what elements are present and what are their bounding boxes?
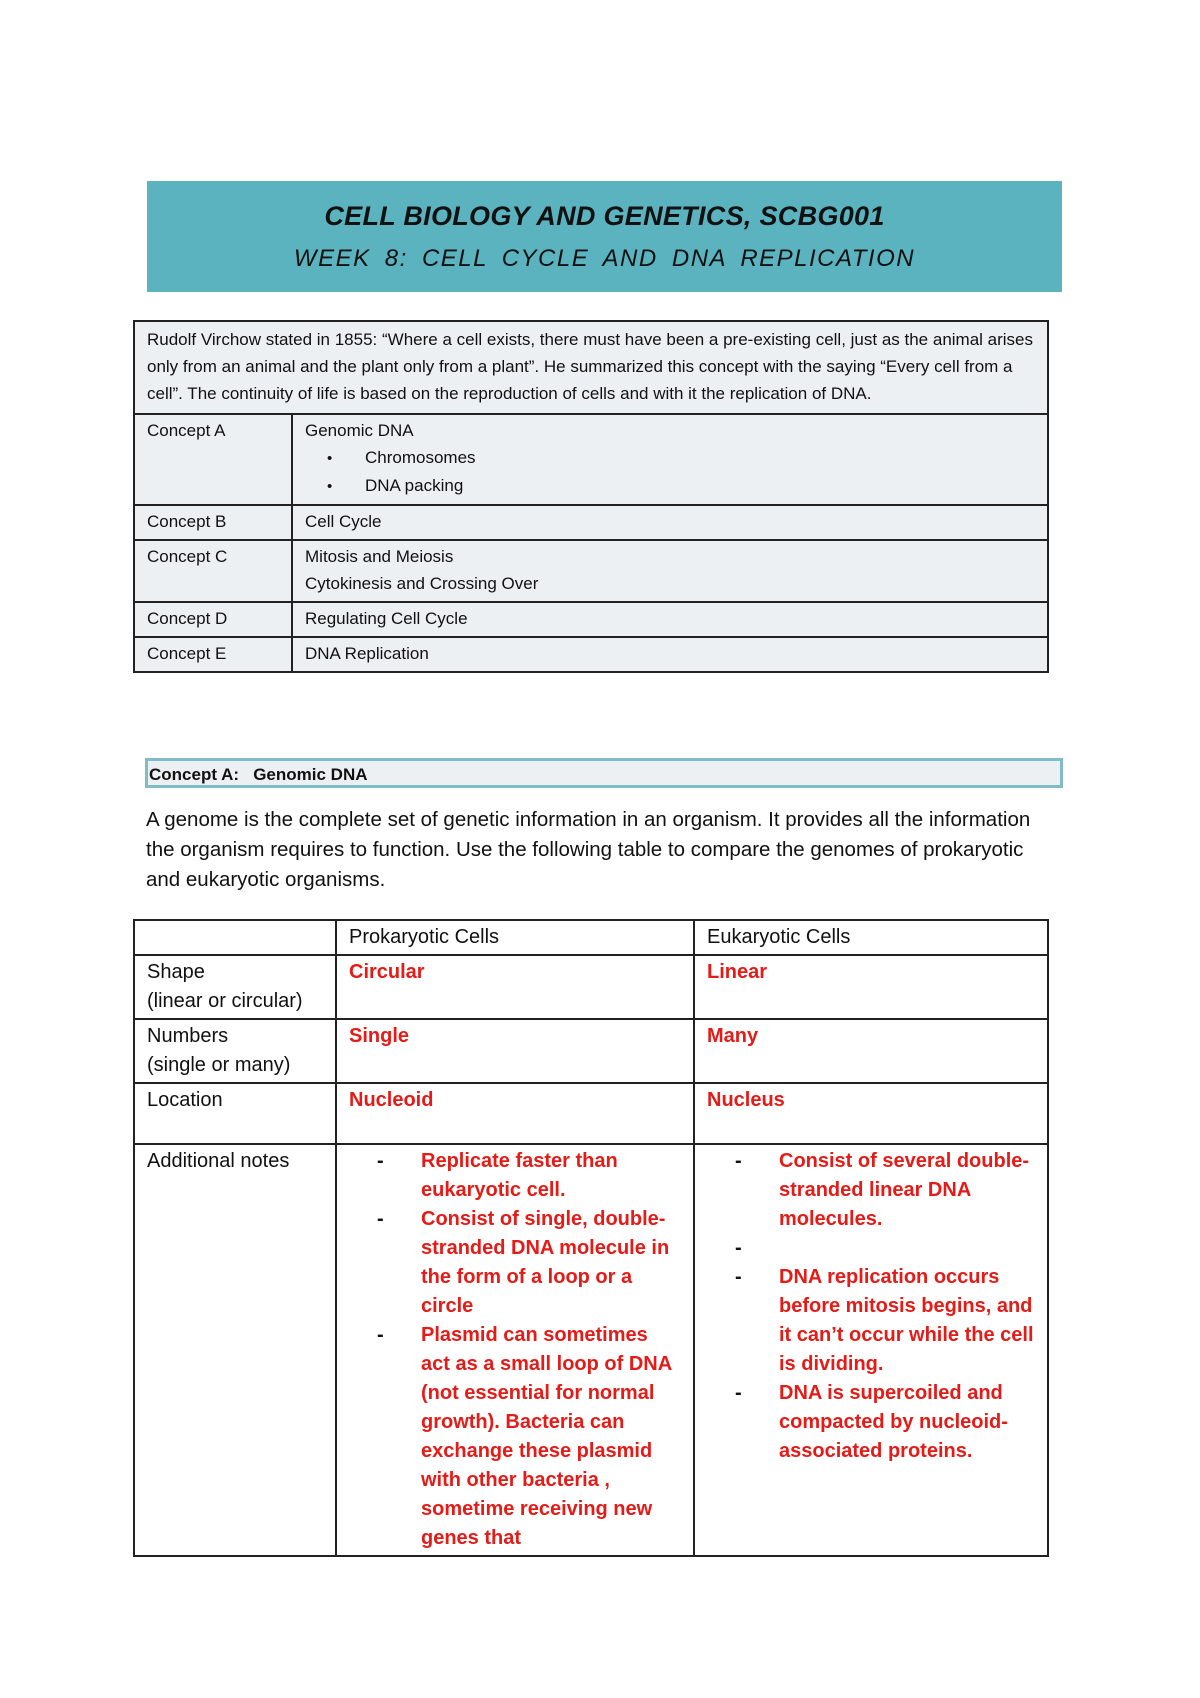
concept-row: [134, 505, 1048, 540]
note-item: - DNA is supercoiled and compacted by nucleoid-associated proteins.: [707, 1379, 1035, 1466]
concept-title-cell: [292, 414, 1048, 505]
concept-title: Regulating Cell Cycle: [292, 602, 1048, 637]
concept-label: Concept D: [134, 602, 292, 637]
concept-a-title: Genomic DNA: [253, 765, 368, 784]
note-item: - Plasmid can sometimes act as a small loop of DNA (not essential for normal growth). Bacteria can exchange these plasmid with other bacteria , sometime receiving new genes that: [349, 1321, 681, 1553]
note-item: - Replicate faster than eukaryotic cell.: [349, 1147, 681, 1205]
eukaryotic-header: Eukaryotic Cells: [694, 920, 1048, 955]
document-subtitle: WEEK 8: CELL CYCLE AND DNA REPLICATION: [293, 245, 916, 272]
concept-label: Concept B: [134, 505, 292, 540]
empty-header-cell: [134, 920, 336, 955]
prokaryotic-answer: Single: [336, 1019, 694, 1083]
eukaryotic-notes: [707, 1147, 1035, 1466]
concept-title-line2: Cytokinesis and Crossing Over: [305, 574, 539, 593]
eukaryotic-answer: Linear: [694, 955, 1048, 1019]
eukaryotic-answer: Many: [694, 1019, 1048, 1083]
table-row-notes: [134, 1144, 1048, 1556]
note-item: - Consist of several double-stranded linear DNA molecules.: [707, 1147, 1035, 1234]
concept-bullets: [305, 444, 1035, 500]
row-label: Additional notes: [134, 1144, 336, 1556]
concept-title: Genomic DNA: [305, 421, 414, 440]
row-label: Location: [134, 1083, 336, 1144]
eukaryotic-notes-cell: [694, 1144, 1048, 1556]
table-row: [134, 1083, 1048, 1144]
row-label-cell: [134, 1019, 336, 1083]
concept-title: Cell Cycle: [292, 505, 1048, 540]
concept-row: [134, 637, 1048, 672]
concept-a-header: [145, 758, 1063, 788]
bullet-item: • Chromosomes: [365, 444, 1035, 472]
concept-row: [134, 414, 1048, 505]
document-title: CELL BIOLOGY AND GENETICS, SCBG001: [324, 201, 885, 231]
eukaryotic-answer: Nucleus: [694, 1083, 1048, 1144]
title-banner: [147, 181, 1062, 292]
concept-title: Mitosis and Meiosis: [305, 547, 454, 566]
concept-label: Concept E: [134, 637, 292, 672]
table-header-row: [134, 920, 1048, 955]
prokaryotic-header: Prokaryotic Cells: [336, 920, 694, 955]
concept-a-label: Concept A:: [149, 765, 240, 784]
row-sublabel: (single or many): [147, 1054, 291, 1076]
prokaryotic-answer: Nucleoid: [336, 1083, 694, 1144]
concept-label: Concept A: [134, 414, 292, 505]
row-sublabel: (linear or circular): [147, 990, 303, 1012]
concept-title: DNA Replication: [292, 637, 1048, 672]
prokaryotic-notes-cell: [336, 1144, 694, 1556]
concept-a-lead: A genome is the complete set of genetic information in an organism. It provides all the information the organism requires to function. Use the following table to compare the genomes of prokaryotic and eukaryotic organisms.: [146, 808, 1031, 891]
intro-table: [133, 320, 1049, 673]
prokaryotic-answer: Circular: [336, 955, 694, 1019]
concept-label: Concept C: [134, 540, 292, 602]
table-row: [134, 955, 1048, 1019]
concept-title-cell: [292, 540, 1048, 602]
concept-row: [134, 540, 1048, 602]
table-row: [134, 1019, 1048, 1083]
row-label: Shape: [147, 961, 205, 983]
note-item: - DNA replication occurs before mitosis begins, and it can’t occur while the cell is dividing.: [707, 1263, 1035, 1379]
row-label: Numbers: [147, 1025, 229, 1047]
prokaryotic-notes: [349, 1147, 681, 1553]
comparison-table: [133, 919, 1049, 1557]
concept-row: [134, 602, 1048, 637]
bullet-item: • DNA packing: [365, 472, 1035, 500]
note-item: - Consist of single, double-stranded DNA molecule in the form of a loop or a circle: [349, 1205, 681, 1321]
intro-paragraph: Rudolf Virchow stated in 1855: “Where a cell exists, there must have been a pre-existing cell, just as the animal arises only from an animal and the plant only from a plant”. He summarized this concept with the saying “Every cell from a cell”. The continuity of life is based on the reproduction of cells and with it the replication of DNA.: [134, 321, 1048, 414]
row-label-cell: [134, 955, 336, 1019]
note-item-empty: [707, 1234, 1035, 1263]
